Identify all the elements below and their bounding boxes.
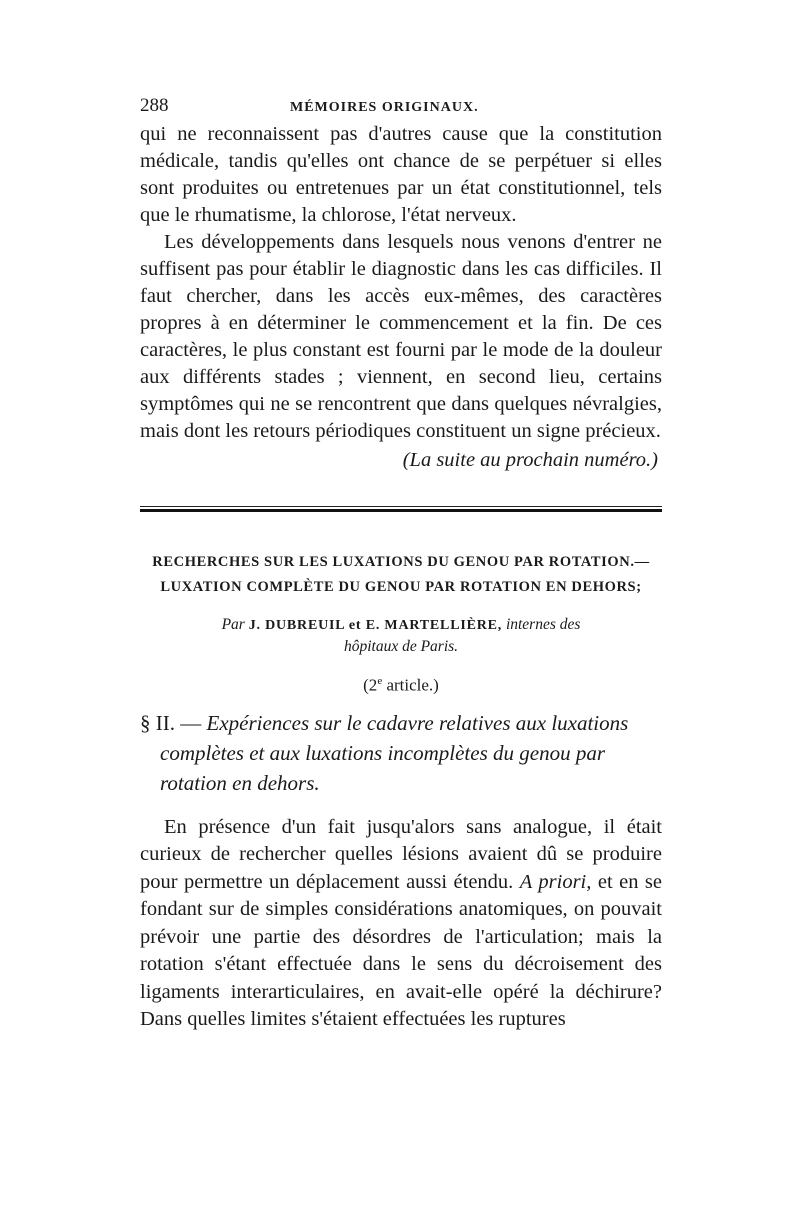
article-number-prefix: (2: [363, 675, 378, 695]
paragraph-experiments: [140, 814, 662, 1034]
author-role-line1: internes des: [505, 616, 581, 633]
section-divider: [140, 504, 662, 516]
continuation-note: (La suite au prochain numéro.): [402, 449, 658, 471]
paragraph-continued: qui ne reconnaissent pas d'autres cause que la constitution médicale, tandis qu'elles ont chance de se perpétuer si elles sont produites ou entretenues par un état constitutionnel, tels que le rhumatisme, la chlorose, l'état nerveux.: [140, 123, 662, 226]
para-emphasis: A priori,: [519, 870, 592, 893]
author-names: J. DUBREUIL et E. MARTELLIÈRE,: [248, 618, 503, 633]
section-heading: [140, 708, 662, 798]
article-byline: [140, 614, 662, 657]
article-number: [140, 675, 662, 696]
article-number-suffix: article.): [382, 675, 439, 695]
article-title-line2: LUXATION COMPLÈTE DU GENOU PAR ROTATION EN DEHORS;: [160, 579, 642, 595]
page-header: [140, 95, 662, 121]
section-mark: § II. —: [140, 710, 202, 735]
divider-thick-line: [140, 509, 662, 512]
running-head: MÉMOIRES ORIGINAUX.: [290, 100, 479, 115]
article-title: [140, 550, 662, 600]
para-end: et en se fondant sur de simples considérations anatomiques, on pouvait prévoir une partie des désordres de l'articulation; mais la rotation s'étant effectuée dans le sens du décroisement des ligaments interarticulaires, en avait-elle opéré la déchirure? Dans quelles limites s'étaient effectuées les ruptures: [140, 870, 662, 1031]
section-title: Expériences sur le cadavre relatives aux luxations complètes et aux luxations incomplètes du genou par rotation en dehors.: [160, 710, 629, 795]
paragraph-diagnostic: Les développements dans lesquels nous venons d'entrer ne suffisent pas pour établir le diagnostic dans les cas difficiles. Il faut chercher, dans les accès eux-mêmes, des caractères propres à en déterminer le commencement et la fin. De ces caractères, le plus constant est fourni par le mode de la douleur aux différents stades ; viennent, en second lieu, certains symptômes qui ne se rencontrent que dans quelques névralgies, mais dont les retours périodiques constituent un signe précieux.: [140, 231, 662, 442]
book-page: [140, 95, 662, 1034]
article-title-line1: RECHERCHES SUR LES LUXATIONS DU GENOU PAR ROTATION.—: [152, 554, 650, 570]
author-role-line2: hôpitaux de Paris.: [343, 638, 459, 655]
article-number-sup: e: [377, 675, 383, 687]
divider-thin-line: [140, 506, 662, 507]
para-start: En présence d'un fait jusqu'alors sans analogue, il était curieux de rechercher quelles lésions avaient dû se produire pour permettre un déplacement aussi étendu.: [140, 815, 662, 893]
page-number: 288: [140, 95, 169, 116]
byline-par: Par: [221, 616, 245, 633]
